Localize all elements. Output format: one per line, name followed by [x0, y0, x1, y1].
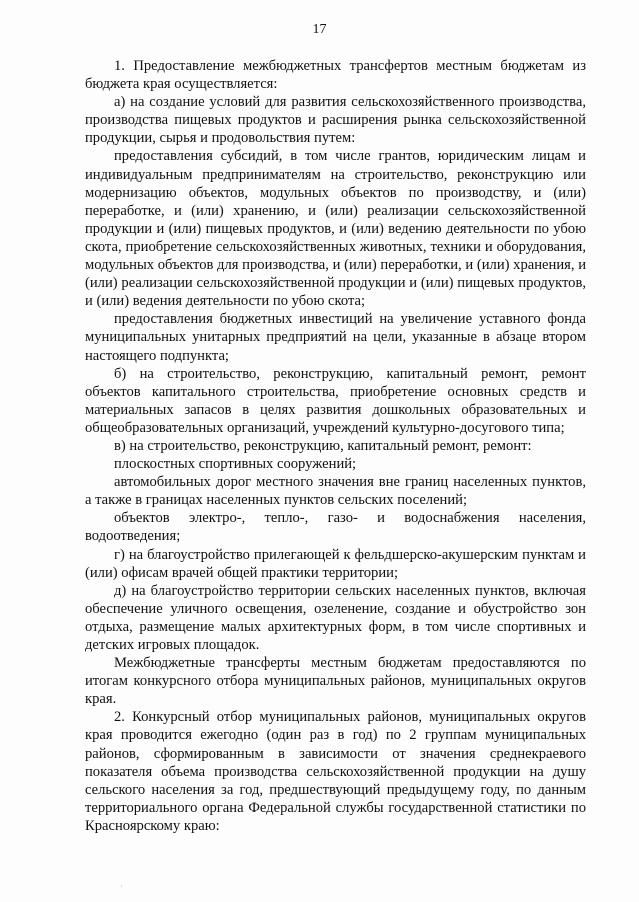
paragraph-7: плоскостных спортивных сооружений;	[114, 456, 357, 473]
paragraph-12: Межбюджетные трансферты местным бюджетам предоставляются по итогам конкурсного отбора муниципальных районов, муниципальных округов края.	[85, 655, 586, 708]
paragraph-10: г) на благоустройство прилегающей к фельдшерско-акушерским пунктам и (или) офисам врачей общей практики территории;	[85, 546, 586, 581]
paragraph-1: 1. Предоставление межбюджетных трансфертов местным бюджетам из бюджета края осуществляется:	[85, 58, 586, 93]
paragraph-9: объектов электро-, тепло-, газо- и водоснабжения населения, водоотведения;	[85, 510, 586, 545]
paragraph-5: б) на строительство, реконструкцию, капитальный ремонт, ремонт объектов капитального строительства, приобретение основных средств и материальных запасов в целях развития дошкольных образовательных и общеобразовательных организаций, учреждений культурно-досугового типа;	[85, 365, 586, 436]
paragraph-6: в) на строительство, реконструкцию, капитальный ремонт, ремонт:	[114, 437, 532, 454]
paragraph-8: автомобильных дорог местного значения вне границ населенных пунктов, а также в границах населенных пунктов сельских поселений;	[85, 474, 586, 509]
paragraph-11: д) на благоустройство территории сельских населенных пунктов, включая обеспечение уличного освещения, озеленение, создание и обустройство зон отдыха, размещение малых архитектурных форм, в том числе спортивных и детских игровых площадок.	[85, 582, 586, 653]
document-body	[85, 57, 586, 835]
paragraph-3: предоставления субсидий, в том числе грантов, юридическим лицам и индивидуальным предпринимателям на строительство, реконструкцию или модернизацию объектов, модульных объектов по производству, и (или) переработке, и (или) хранению, и (или) реализации сельскохозяйственной продукции и (или) пищевых продуктов, и (или) ведению деятельности по убою скота, приобретение сельскохозяйственных животных, техники и оборудования, модульных объектов для производства, и (или) переработки, и (или) хранения, и (или) реализации сельскохозяйственной продукции и (или) пищевых продуктов, и (или) ведения деятельности по убою скота;	[85, 148, 586, 310]
paragraph-13: 2. Конкурсный отбор муниципальных районов, муниципальных округов края проводится ежегодно (один раз в год) по 2 группам муниципальных районов, сформированным в зависимости от значения среднекраевого показателя объема производства сельскохозяйственной продукции на душу сельского населения за год, предшествующий предыдущему году, по данным территориального органа Федеральной службы государственной статистики по Красноярскому краю:	[85, 709, 586, 834]
page-number: 17	[312, 22, 327, 37]
paragraph-2: а) на создание условий для развития сельскохозяйственного производства, производства пищевых продуктов и расширения рынка сельскохозяйственной продукции, сырья и продовольствия путем:	[85, 94, 586, 147]
scan-speck: ·	[120, 882, 123, 891]
paragraph-4: предоставления бюджетных инвестиций на увеличение уставного фонда муниципальных унитарных предприятий на цели, указанные в абзаце втором настоящего подпункта;	[85, 311, 586, 364]
